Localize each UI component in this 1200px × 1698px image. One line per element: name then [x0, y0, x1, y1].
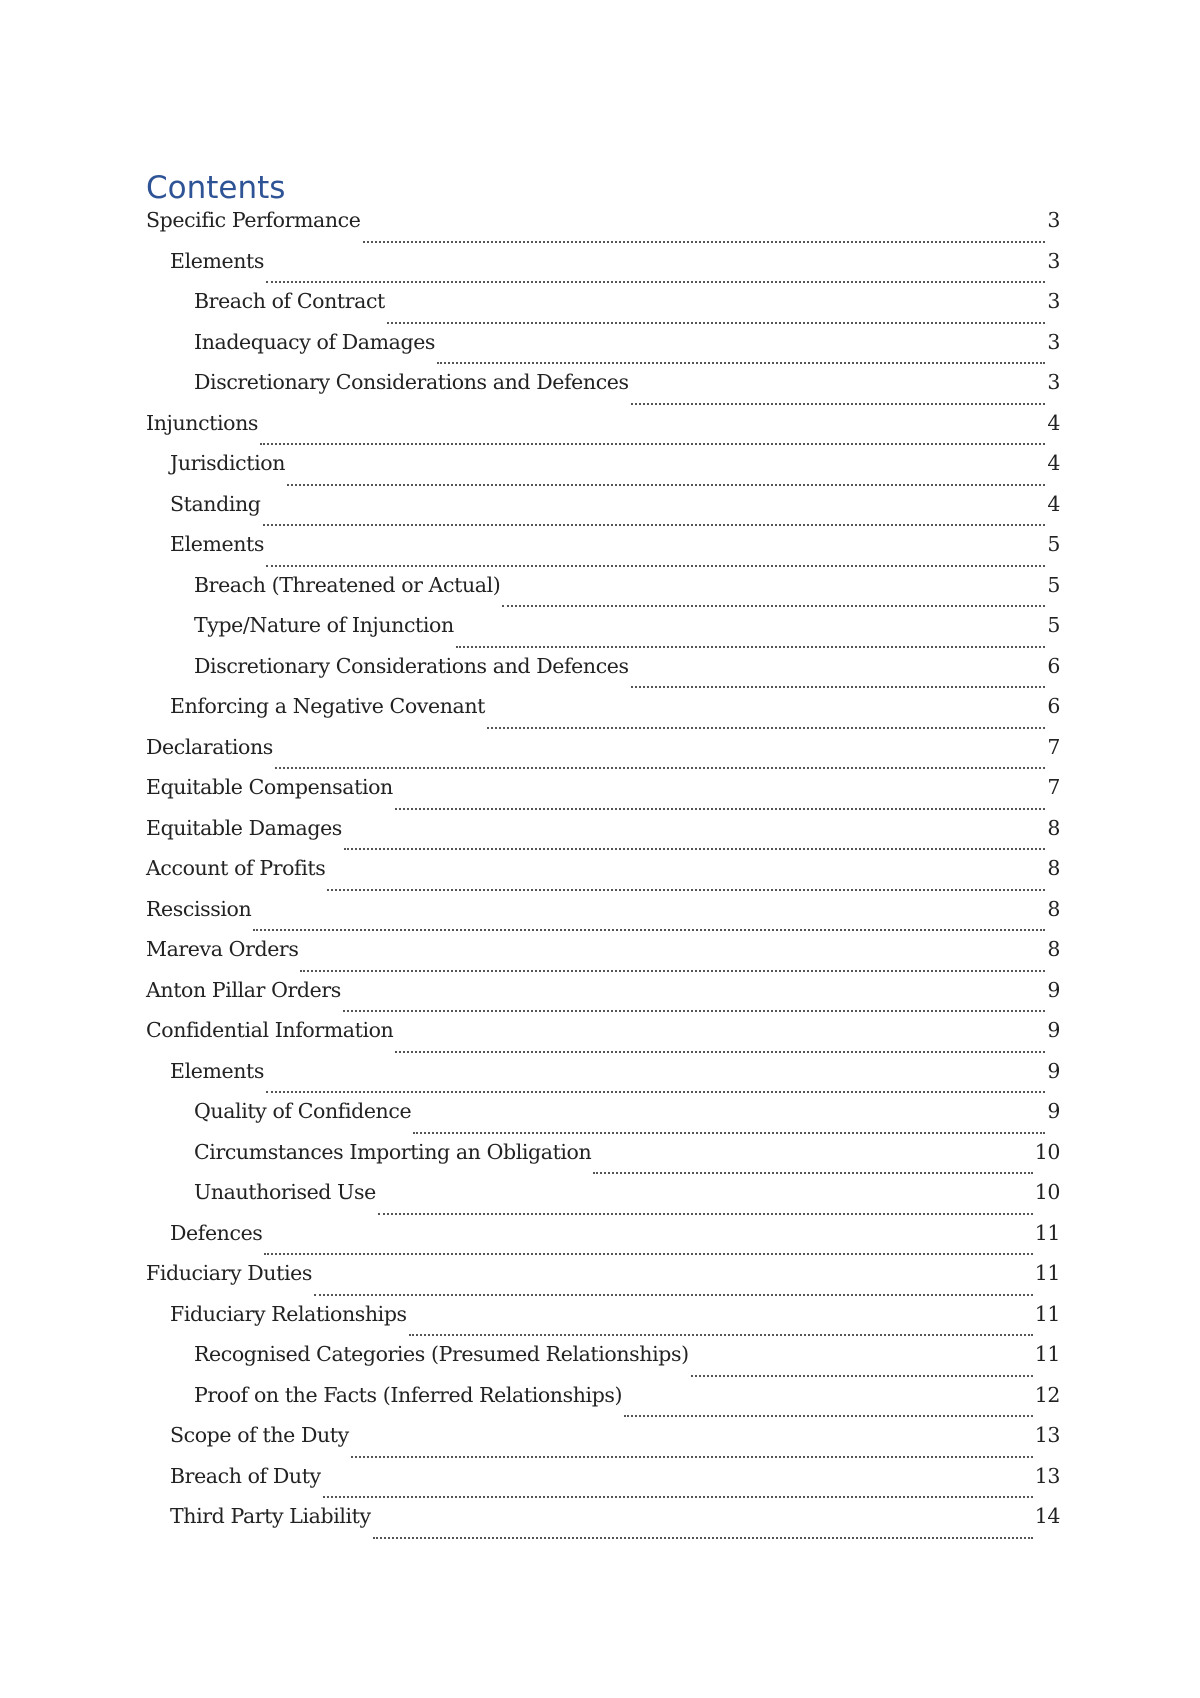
- toc-dot-leader: [260, 425, 1045, 445]
- toc-entry-page-number[interactable]: 9: [1047, 977, 1060, 1002]
- toc-entry[interactable]: [146, 1261, 1060, 1302]
- toc-entry[interactable]: [146, 289, 1060, 330]
- toc-entry-label[interactable]: Inadequacy of Damages: [194, 329, 436, 354]
- toc-dot-leader: [343, 992, 1045, 1012]
- toc-entry-page-number[interactable]: 8: [1047, 815, 1060, 840]
- toc-dot-leader: [327, 871, 1045, 891]
- toc-dot-leader: [395, 1033, 1045, 1053]
- toc-entry[interactable]: [146, 370, 1060, 411]
- toc-entry[interactable]: [146, 573, 1060, 614]
- toc-entry-page-number[interactable]: 5: [1047, 532, 1060, 556]
- toc-dot-leader: [344, 830, 1045, 850]
- toc-entry-label[interactable]: Recognised Categories (Presumed Relationships): [194, 1342, 689, 1366]
- toc-entry[interactable]: [146, 897, 1060, 938]
- toc-entry-label[interactable]: Rescission: [146, 896, 252, 921]
- toc-dot-leader: [487, 709, 1045, 729]
- toc-entry-page-number[interactable]: 4: [1047, 410, 1060, 435]
- toc-entry[interactable]: [146, 856, 1060, 897]
- toc-entry[interactable]: [146, 816, 1060, 857]
- toc-dot-leader: [275, 749, 1045, 769]
- toc-entry-page-number[interactable]: 8: [1047, 856, 1060, 880]
- toc-entry[interactable]: [146, 1059, 1060, 1100]
- toc-entry-label[interactable]: Circumstances Importing an Obligation: [194, 1139, 592, 1164]
- toc-dot-leader: [264, 1235, 1032, 1255]
- toc-entry-label[interactable]: Fiduciary Duties: [146, 1261, 312, 1285]
- toc-entry[interactable]: [146, 492, 1060, 533]
- toc-entry-page-number[interactable]: 3: [1047, 329, 1060, 354]
- toc-dot-leader: [363, 223, 1046, 243]
- toc-entry[interactable]: [146, 1099, 1060, 1140]
- toc-dot-leader: [378, 1195, 1033, 1215]
- toc-dot-leader: [323, 1478, 1033, 1498]
- toc-entry-label[interactable]: Enforcing a Negative Covenant: [170, 694, 485, 718]
- toc-entry-page-number[interactable]: 8: [1047, 937, 1060, 961]
- toc-entry-page-number[interactable]: 3: [1047, 208, 1060, 232]
- toc-entry-label[interactable]: Scope of the Duty: [170, 1423, 349, 1447]
- toc-entry-page-number[interactable]: 13: [1034, 1463, 1060, 1488]
- toc-dot-leader: [373, 1519, 1033, 1539]
- toc-dot-leader: [253, 911, 1045, 931]
- toc-entry-page-number[interactable]: 4: [1047, 491, 1060, 516]
- toc-entry[interactable]: [146, 1504, 1060, 1545]
- toc-entry-label[interactable]: Jurisdiction: [170, 451, 285, 475]
- toc-entry-label[interactable]: Elements: [170, 248, 264, 273]
- toc-entry[interactable]: [146, 654, 1060, 695]
- toc-entry-page-number[interactable]: 7: [1047, 734, 1060, 759]
- toc-entry-page-number[interactable]: 6: [1047, 694, 1060, 718]
- toc-dot-leader: [624, 1397, 1033, 1417]
- toc-entry-label[interactable]: Proof on the Facts (Inferred Relationships): [194, 1382, 623, 1407]
- toc-entry[interactable]: [146, 330, 1060, 371]
- toc-dot-leader: [300, 952, 1045, 972]
- toc-entry-page-number[interactable]: 11: [1034, 1342, 1060, 1366]
- toc-entry[interactable]: [146, 1018, 1060, 1059]
- toc-dot-leader: [413, 1114, 1045, 1134]
- toc-entry-label[interactable]: Equitable Compensation: [146, 775, 393, 799]
- toc-entry[interactable]: [146, 249, 1060, 290]
- toc-entry-page-number[interactable]: 8: [1047, 896, 1060, 921]
- toc-dot-leader: [266, 547, 1045, 567]
- toc-entry[interactable]: [146, 411, 1060, 452]
- toc-entry-page-number[interactable]: 11: [1034, 1261, 1060, 1285]
- toc-dot-leader: [266, 1073, 1045, 1093]
- toc-entry-label[interactable]: Specific Performance: [146, 208, 361, 232]
- toc-entry-label[interactable]: Elements: [170, 1058, 264, 1083]
- toc-entry-page-number[interactable]: 13: [1034, 1423, 1060, 1447]
- toc-dot-leader: [314, 1276, 1033, 1296]
- toc-entry-page-number[interactable]: 3: [1047, 248, 1060, 273]
- toc-dot-leader: [287, 466, 1045, 486]
- toc-entry-label[interactable]: Breach of Duty: [170, 1463, 321, 1488]
- toc-entry-page-number[interactable]: 5: [1047, 613, 1060, 637]
- toc-entry-page-number[interactable]: 10: [1034, 1139, 1060, 1164]
- toc-entry-label[interactable]: Fiduciary Relationships: [170, 1301, 407, 1326]
- toc-entry-label[interactable]: Unauthorised Use: [194, 1180, 376, 1204]
- toc-entry[interactable]: [146, 937, 1060, 978]
- toc-entry-label[interactable]: Mareva Orders: [146, 937, 299, 961]
- toc-entry-page-number[interactable]: 9: [1047, 1099, 1060, 1123]
- toc-entry-page-number[interactable]: 10: [1034, 1180, 1060, 1204]
- toc-entry-label[interactable]: Breach of Contract: [194, 289, 385, 313]
- toc-dot-leader: [266, 263, 1045, 283]
- toc-entry[interactable]: [146, 1302, 1060, 1343]
- toc-entry-page-number[interactable]: 7: [1047, 775, 1060, 799]
- toc-entry-label[interactable]: Discretionary Considerations and Defences: [194, 370, 629, 394]
- toc-entry-page-number[interactable]: 9: [1047, 1058, 1060, 1083]
- toc-entry-label[interactable]: Breach (Threatened or Actual): [194, 572, 501, 597]
- toc-dot-leader: [631, 668, 1046, 688]
- toc-entry-page-number[interactable]: 3: [1047, 370, 1060, 394]
- toc-entry[interactable]: [146, 1140, 1060, 1181]
- toc-dot-leader: [631, 385, 1046, 405]
- toc-entry-label[interactable]: Third Party Liability: [170, 1504, 371, 1528]
- toc-entry-list: [146, 208, 1060, 1545]
- toc-entry[interactable]: [146, 1464, 1060, 1505]
- toc-entry-page-number[interactable]: 11: [1034, 1220, 1060, 1245]
- toc-entry-label[interactable]: Standing: [170, 491, 261, 516]
- toc-entry-page-number[interactable]: 9: [1047, 1018, 1060, 1042]
- toc-entry-page-number[interactable]: 12: [1034, 1382, 1060, 1407]
- toc-entry[interactable]: [146, 1342, 1060, 1383]
- toc-entry-page-number[interactable]: 6: [1047, 653, 1060, 678]
- toc-dot-leader: [409, 1316, 1033, 1336]
- toc-entry[interactable]: [146, 1221, 1060, 1262]
- toc-entry[interactable]: [146, 1423, 1060, 1464]
- toc-entry[interactable]: [146, 1180, 1060, 1221]
- toc-entry-label[interactable]: Account of Profits: [146, 856, 326, 880]
- toc-entry-label[interactable]: Declarations: [146, 734, 273, 759]
- toc-entry-page-number[interactable]: 4: [1047, 451, 1060, 475]
- toc-entry-page-number[interactable]: 14: [1034, 1504, 1060, 1528]
- toc-entry-label[interactable]: Injunctions: [146, 410, 259, 435]
- toc-entry-label[interactable]: Equitable Damages: [146, 815, 342, 840]
- toc-dot-leader: [351, 1438, 1033, 1458]
- toc-entry[interactable]: [146, 735, 1060, 776]
- toc-dot-leader: [502, 587, 1045, 607]
- toc-entry-page-number[interactable]: 5: [1047, 572, 1060, 597]
- toc-entry-label[interactable]: Elements: [170, 532, 264, 556]
- toc-entry[interactable]: [146, 978, 1060, 1019]
- toc-dot-leader: [395, 790, 1046, 810]
- toc-entry[interactable]: [146, 208, 1060, 249]
- toc-entry[interactable]: [146, 451, 1060, 492]
- toc-entry[interactable]: [146, 694, 1060, 735]
- toc-dot-leader: [456, 628, 1046, 648]
- toc-entry[interactable]: [146, 532, 1060, 573]
- toc-entry-label[interactable]: Discretionary Considerations and Defences: [194, 653, 629, 678]
- toc-dot-leader: [263, 506, 1046, 526]
- toc-title: Contents: [146, 170, 286, 206]
- toc-entry-label[interactable]: Anton Pillar Orders: [146, 977, 341, 1002]
- toc-entry-label[interactable]: Type/Nature of Injunction: [194, 613, 454, 637]
- toc-entry[interactable]: [146, 613, 1060, 654]
- toc-dot-leader: [593, 1154, 1032, 1174]
- toc-entry-label[interactable]: Defences: [170, 1220, 263, 1245]
- toc-dot-leader: [691, 1357, 1033, 1377]
- table-of-contents: [146, 168, 1060, 1545]
- toc-entry-page-number[interactable]: 11: [1034, 1301, 1060, 1326]
- toc-entry[interactable]: [146, 1383, 1060, 1424]
- toc-entry-label[interactable]: Quality of Confidence: [194, 1099, 412, 1123]
- toc-entry-label[interactable]: Confidential Information: [146, 1018, 394, 1042]
- toc-dot-leader: [437, 344, 1045, 364]
- toc-dot-leader: [387, 304, 1045, 324]
- toc-entry-page-number[interactable]: 3: [1047, 289, 1060, 313]
- toc-entry[interactable]: [146, 775, 1060, 816]
